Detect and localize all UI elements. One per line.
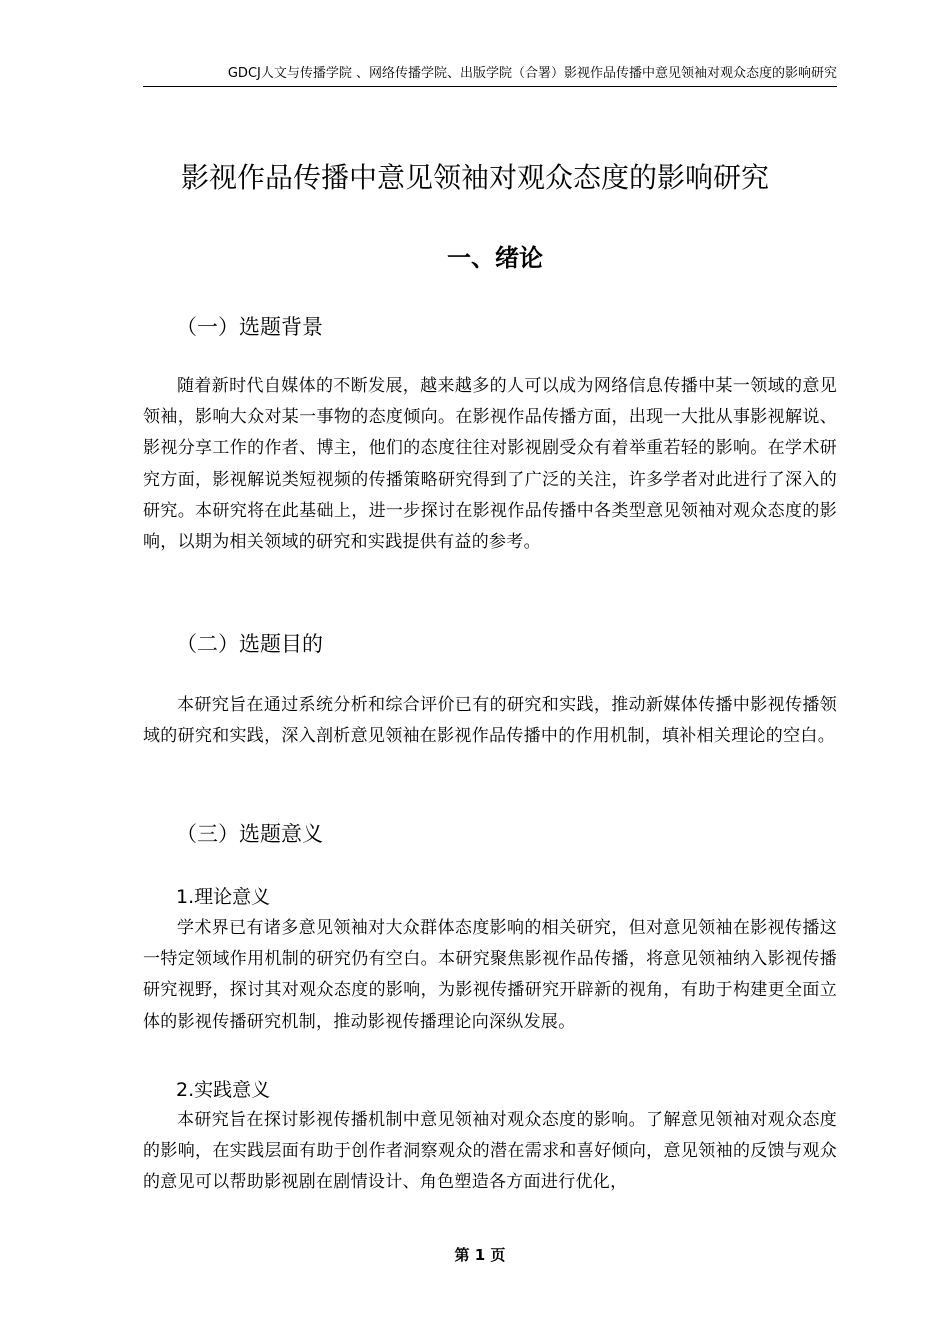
running-header: GDCJ人文与传播学院 、网络传播学院、出版学院（合署）影视作品传播中意见领袖对观众态度的影响研究: [143, 64, 837, 87]
paper-title: 影视作品传播中意见领袖对观众态度的影响研究: [180, 161, 769, 194]
paragraph-background: 随着新时代自媒体的不断发展，越来越多的人可以成为网络信息传播中某一领域的意见领袖，影响大众对某一事物的态度倾向。在影视作品传播方面，出现一大批从事影视解说、影视分享工作的作者、博主，他们的态度往往对影视剧受众有着举重若轻的影响。在学术研究方面，影视解说类短视频的传播策略研究得到了广泛的关注，许多学者对此进行了深入的研究。本研究将在此基础上，进一步探讨在影视作品传播中各类型意见领袖对观众态度的影响，以期为相关领域的研究和实践提供有益的参考。: [143, 376, 837, 553]
chapter-heading: 一、绪论: [447, 244, 543, 272]
paragraph-theoretical: 学术界已有诸多意见领袖对大众群体态度影响的相关研究，但对意见领袖在影视传播这一特定领域作用机制的研究仍有空白。本研究聚焦影视作品传播，将意见领袖纳入影视传播研究视野，探讨其对观众态度的影响，为影视传播研究开辟新的视角，有助于构建更全面立体的影视传播研究机制，推动影视传播理论向深纵发展。: [143, 918, 837, 1032]
paragraph-purpose: 本研究旨在通过系统分析和综合评价已有的研究和实践，推动新媒体传播中影视传播领域的研究和实践，深入剖析意见领袖在影视作品传播中的作用机制，填补相关理论的空白。: [143, 695, 837, 747]
section-heading-background: （一）选题背景: [176, 315, 323, 339]
subsection-heading-theoretical: 1.理论意义: [176, 886, 271, 908]
section-heading-purpose: （二）选题目的: [176, 632, 323, 656]
page-number: 第 1 页: [454, 1246, 506, 1264]
subsection-heading-practical: 2.实践意义: [176, 1079, 271, 1101]
paragraph-practical: 本研究旨在探讨影视传播机制中意见领袖对观众态度的影响。了解意见领袖对观众态度的影响，在实践层面有助于创作者洞察观众的潜在需求和喜好倾向，意见领袖的反馈与观众的意见可以帮助影视剧在剧情设计、角色塑造各方面进行优化，: [143, 1110, 837, 1193]
section-heading-significance: （三）选题意义: [176, 822, 323, 846]
